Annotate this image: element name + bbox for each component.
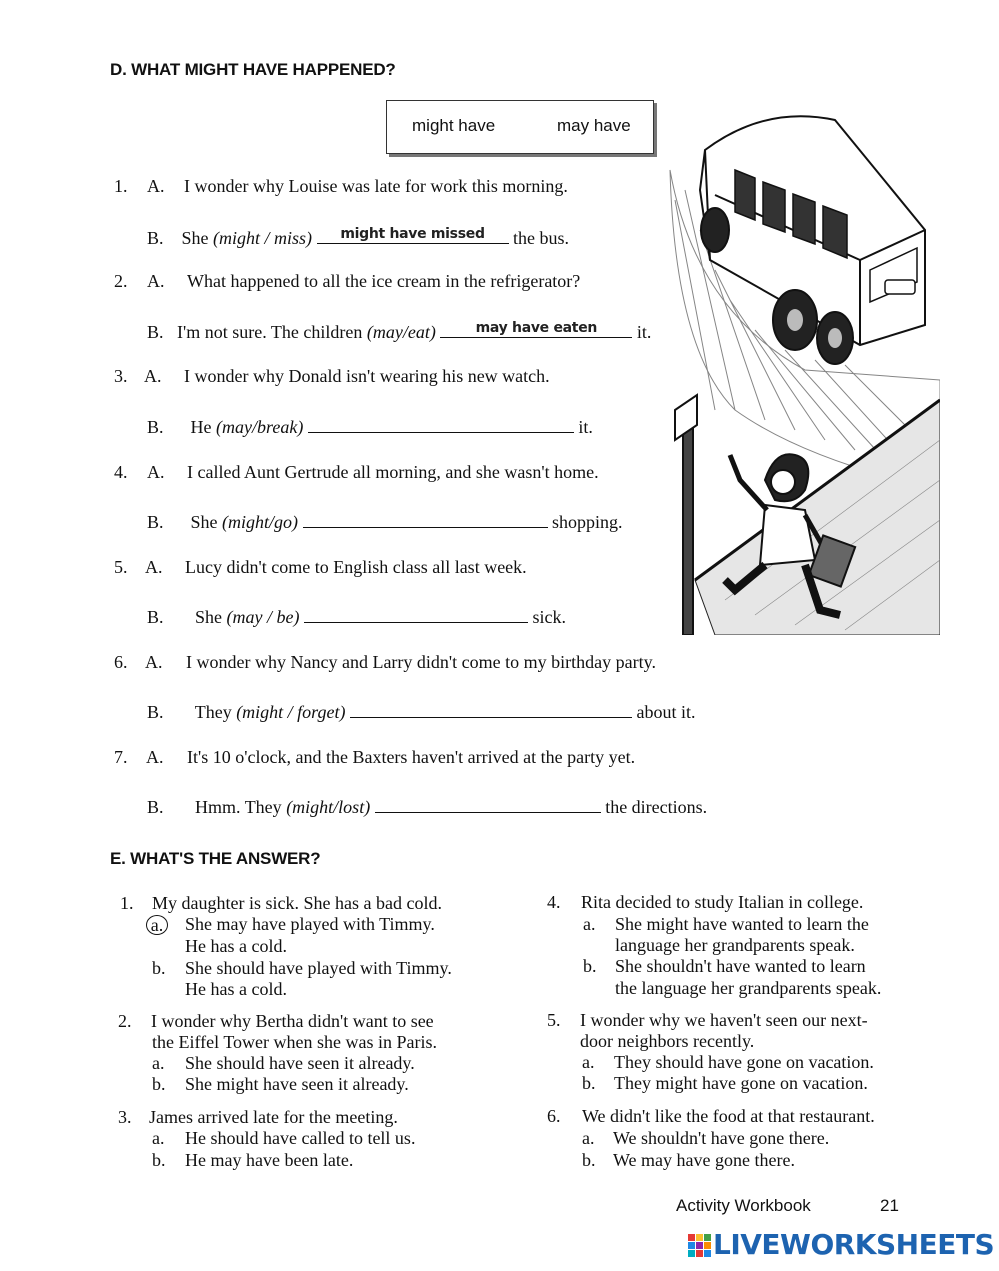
e-question-5: 5. I wonder why we haven't seen our next- door neighbors recently. a. They should have gone on vacation. b. They might have gone on vacation. <box>547 1010 874 1093</box>
e-option-a[interactable]: She might have wanted to learn the <box>615 914 869 934</box>
d-item-2-b: B. I'm not sure. The children (may/eat) may have eaten it. <box>147 320 652 342</box>
d-item-1-a: 1. A. I wonder why Louise was late for work this morning. <box>114 176 568 196</box>
e-option-b[interactable]: She shouldn't have wanted to learn <box>615 956 866 976</box>
d-item-7-b: B. Hmm. They (might/lost) the directions. <box>147 794 707 818</box>
d-item-1-b: B. She (might / miss) might have missed the bus. <box>147 226 570 248</box>
d-item-5-b: B. She (may / be) sick. <box>147 604 566 628</box>
word-box <box>386 100 654 154</box>
d-item-4-b: B. She (might/go) shopping. <box>147 509 623 533</box>
section-d-title: D. WHAT MIGHT HAVE HAPPENED? <box>110 60 396 79</box>
answer-blank-5[interactable] <box>304 604 528 623</box>
liveworksheets-logo-icon <box>688 1234 710 1256</box>
e-option-b[interactable]: They might have gone on vacation. <box>614 1073 868 1093</box>
d-item-6-b: B. They (might / forget) about it. <box>147 699 696 723</box>
e-option-b[interactable]: She should have played with Timmy. <box>185 958 452 978</box>
e-option-a[interactable]: They should have gone on vacation. <box>614 1052 874 1072</box>
answer-blank-2[interactable]: may have eaten <box>440 319 632 338</box>
e-option-a[interactable]: He should have called to tell us. <box>185 1128 416 1148</box>
e-option-a[interactable]: She should have seen it already. <box>185 1053 415 1073</box>
section-e-title: E. WHAT'S THE ANSWER? <box>110 849 321 868</box>
answer-blank-4[interactable] <box>303 509 548 528</box>
d-item-5-a: 5. A. Lucy didn't come to English class all last week. <box>114 557 527 577</box>
d-item-6-a: 6. A. I wonder why Nancy and Larry didn't come to my birthday party. <box>114 652 656 672</box>
d-item-3-b: B. He (may/break) it. <box>147 414 593 438</box>
word-box-item: might have <box>412 116 496 135</box>
e-option-a[interactable]: We shouldn't have gone there. <box>613 1128 830 1148</box>
e-right-column <box>547 892 967 1176</box>
d-item-3-a: 3. A. I wonder why Donald isn't wearing his new watch. <box>114 366 550 386</box>
d-item-2-a: 2. A. What happened to all the ice cream in the refrigerator? <box>114 271 581 291</box>
answer-blank-7[interactable] <box>375 794 601 813</box>
e-question-2: 2. I wonder why Bertha didn't want to see the Eiffel Tower when she was in Paris. a. She should have seen it already. b. She might have seen it already. <box>118 1011 438 1094</box>
e-question-4: 4. Rita decided to study Italian in college. a. She might have wanted to learn the language her grandparents speak. b. She shouldn't have wanted to learn the language her grandparents speak. <box>547 892 882 998</box>
e-option-a[interactable]: She may have played with Timmy. <box>185 914 435 934</box>
e-question-1: 1. My daughter is sick. She has a bad cold. a. She may have played with Timmy. He has a cold. b. She should have played with Timmy. He has a cold. <box>120 893 452 999</box>
e-option-b[interactable]: She might have seen it already. <box>185 1074 409 1094</box>
d-item-4-a: 4. A. I called Aunt Gertrude all morning, and she wasn't home. <box>114 462 599 482</box>
e-option-b[interactable]: He may have been late. <box>185 1150 354 1170</box>
footer-book-title: Activity Workbook <box>676 1196 811 1215</box>
e-selected-option[interactable]: a. <box>146 915 168 935</box>
footer-page-number: 21 <box>880 1196 899 1215</box>
answer-blank-3[interactable] <box>308 414 574 433</box>
answer-blank-1[interactable]: might have missed <box>317 225 509 244</box>
e-question-6: 6. We didn't like the food at that restaurant. a. We shouldn't have gone there. b. We may have gone there. <box>547 1106 875 1170</box>
answer-blank-6[interactable] <box>350 699 632 718</box>
e-left-column <box>120 893 530 1177</box>
e-option-b[interactable]: We may have gone there. <box>613 1150 795 1170</box>
liveworksheets-brand[interactable]: LIVEWORKSHEETS <box>713 1228 995 1261</box>
d-item-7-a: 7. A. It's 10 o'clock, and the Baxters haven't arrived at the party yet. <box>114 747 636 767</box>
word-box-item: may have <box>557 116 631 135</box>
e-question-3: 3. James arrived late for the meeting. a. He should have called to tell us. b. He may have been late. <box>118 1107 416 1170</box>
